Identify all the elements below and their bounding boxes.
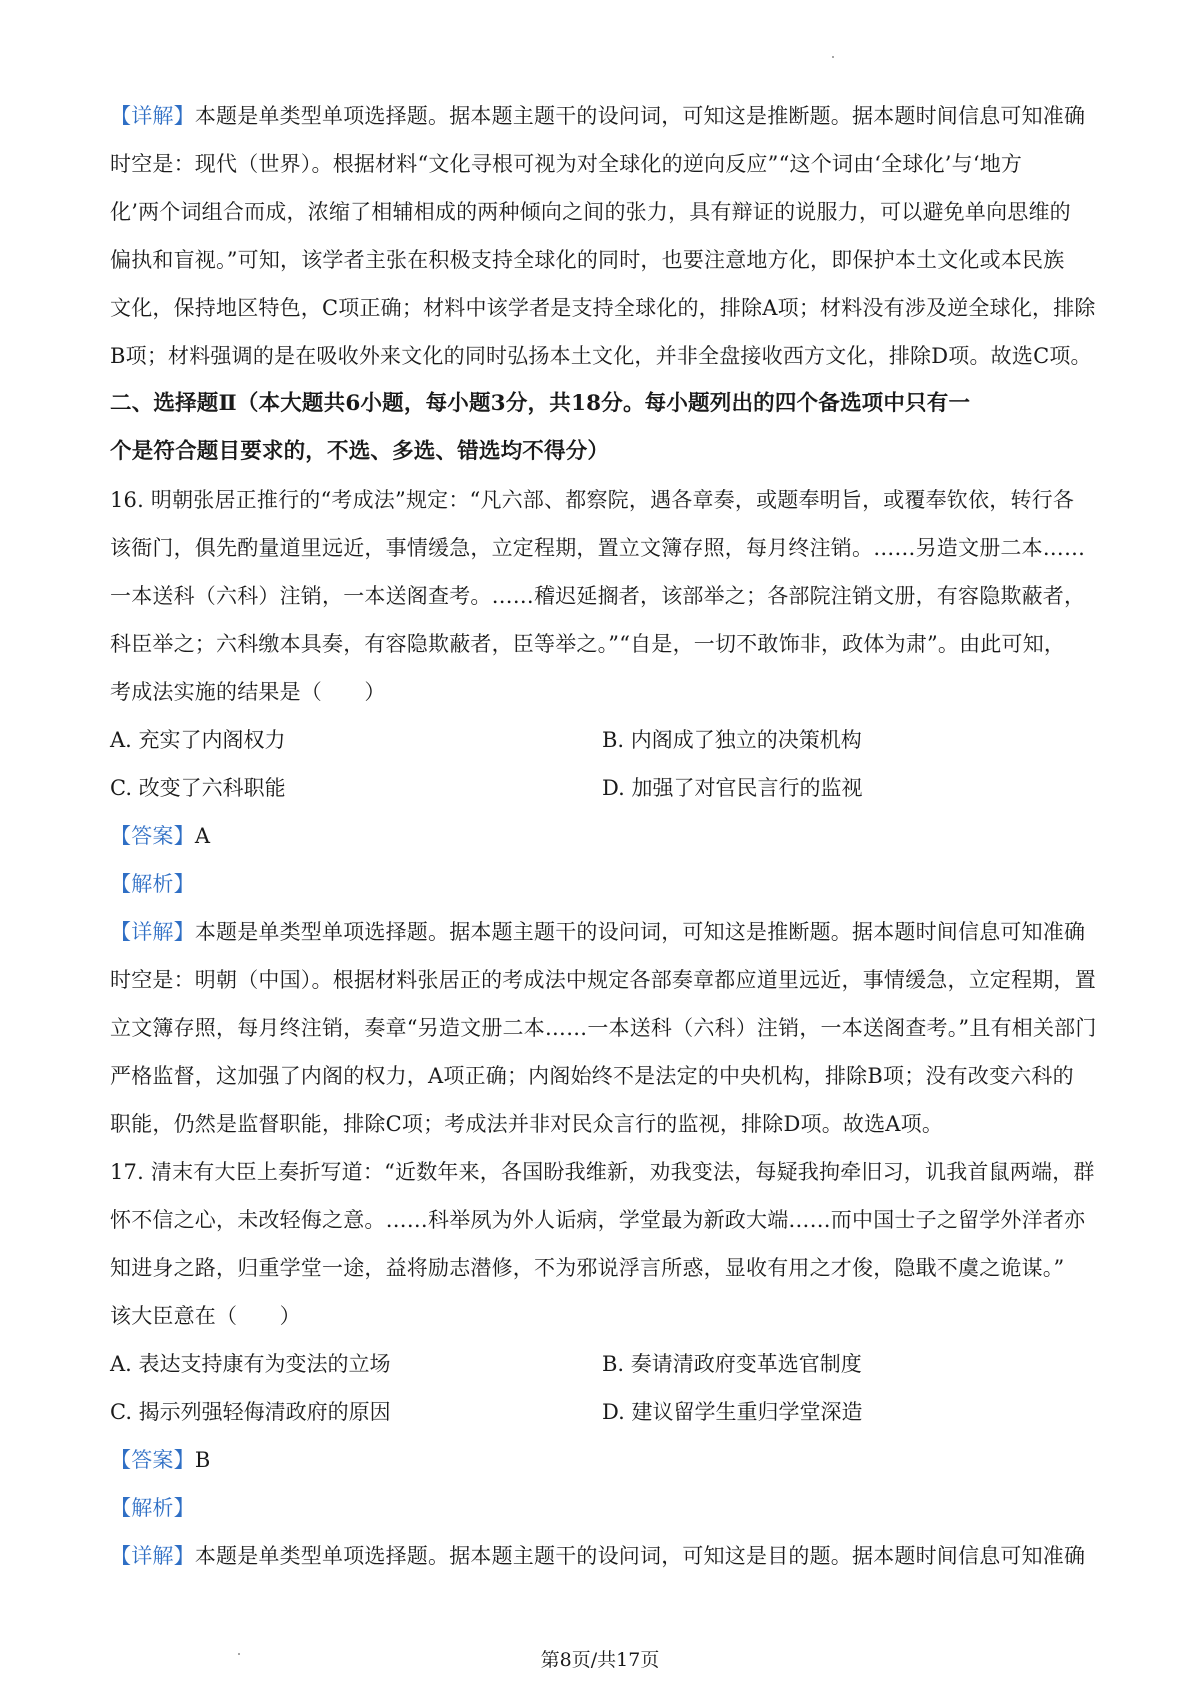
section-heading-line: 二、选择题Ⅱ（本大题共6小题，每小题3分，共18分。每小题列出的四个备选项中只有一: [110, 391, 971, 416]
detail-tag: 【详解】: [110, 104, 195, 128]
option-row: [110, 1388, 1095, 1436]
detail-tag: 【详解】: [110, 1544, 195, 1568]
analysis-tag: 【解析】: [110, 1496, 195, 1520]
q15-detail-line: 时空是：现代（世界）。根据材料“文化寻根可视为对全球化的逆向反应”“这个词由‘全球化’与‘地方: [110, 152, 1023, 176]
q15-detail-line: B项；材料强调的是在吸收外来文化的同时弘扬本土文化，并非全盘接收西方文化，排除D项。故选C项。: [110, 344, 1092, 368]
detail-line: 职能，仍然是监督职能，排除C项；考成法并非对民众言行的监视，排除D项。故选A项。: [110, 1112, 944, 1136]
detail-line: 【详解】本题是单类型单项选择题。据本题主题干的设问词，可知这是推断题。据本题时间信息可知准确: [110, 920, 1086, 944]
analysis-line: [110, 1484, 1095, 1532]
option-d: D. 加强了对官民言行的监视: [602, 776, 863, 800]
q15-detail-line: 化’两个词组合而成，浓缩了相辅相成的两种倾向之间的张力，具有辩证的说服力，可以避免单向思维的: [110, 200, 1071, 224]
question-stem-line: 一本送科（六科）注销，一本送阁查考。……稽迟延搁者，该部举之；各部院注销文册，有容隐欺蔽者，: [110, 584, 1086, 608]
question-stem-line: 怀不信之心，未改轻侮之意。……科举夙为外人诟病，学堂最为新政大端……而中国士子之留学外洋者亦: [110, 1208, 1086, 1232]
page-number-footer: 第8页/共17页: [540, 1649, 660, 1671]
page-content: [110, 92, 1095, 1580]
answer-value: B: [194, 1448, 211, 1472]
question-17: [110, 1148, 1095, 1580]
option-c: C. 揭示列强轻侮清政府的原因: [110, 1400, 391, 1424]
detail-tag: 【详解】: [110, 920, 195, 944]
answer-value: A: [194, 824, 211, 848]
question-stem-line: 科臣举之；六科缴本具奏，有容隐欺蔽者，臣等举之。”“自是，一切不敢饰非，政体为肃”。由此可知，: [110, 632, 1066, 656]
detail-line: 【详解】本题是单类型单项选择题。据本题主题干的设问词，可知这是目的题。据本题时间信息可知准确: [110, 1544, 1086, 1568]
option-row: [110, 716, 1095, 764]
q15-detail-line: 偏执和盲视。”可知，该学者主张在积极支持全球化的同时，也要注意地方化，即保护本土文化或本民族: [110, 248, 1065, 272]
detail-line: 立文簿存照，每月终注销，奏章“另造文册二本……一本送科（六科）注销，一本送阁查考。”且有相关部门: [110, 1016, 1097, 1040]
option-row: [110, 1340, 1095, 1388]
answer-tag: 【答案】: [110, 1448, 195, 1472]
q15-detail-line: 文化，保持地区特色，C项正确；材料中该学者是支持全球化的，排除A项；材料没有涉及逆全球化，排除: [110, 296, 1096, 320]
section-heading: [110, 380, 1095, 476]
section-heading-line: 个是符合题目要求的，不选、多选、错选均不得分）: [110, 439, 610, 464]
q15-detail: [110, 92, 1095, 380]
option-b: B. 内阁成了独立的决策机构: [602, 728, 862, 752]
question-16: [110, 476, 1095, 1148]
speck-mark: [832, 56, 834, 58]
option-a: A. 充实了内阁权力: [110, 728, 286, 752]
question-stem-line: 该大臣意在（ ）: [110, 1304, 301, 1328]
answer-line: [110, 812, 1095, 860]
answer-tag: 【答案】: [110, 824, 195, 848]
question-stem-line: 该衙门，俱先酌量道里远近，事情缓急，立定程期，置立文簿存照，每月终注销。……另造文册二本……: [110, 536, 1086, 560]
analysis-line: [110, 860, 1095, 908]
question-stem-line: 知进身之路，归重学堂一途，益将励志潜修，不为邪说浮言所惑，显收有用之才俊，隐戢不虞之诡谋。”: [110, 1256, 1065, 1280]
option-b: B. 奏请清政府变革选官制度: [602, 1352, 862, 1376]
detail-line: 严格监督，这加强了内阁的权力，A项正确；内阁始终不是法定的中央机构，排除B项；没有改变六科的: [110, 1064, 1074, 1088]
answer-line: [110, 1436, 1095, 1484]
analysis-tag: 【解析】: [110, 872, 195, 896]
question-stem-line: 考成法实施的结果是（ ）: [110, 680, 386, 704]
option-row: [110, 764, 1095, 812]
question-stem-line: 17. 清末有大臣上奏折写道：“近数年来，各国盼我维新，劝我变法，每疑我拘牵旧习，讥我首鼠两端，群: [110, 1160, 1095, 1184]
q15-detail-line: 【详解】本题是单类型单项选择题。据本题主题干的设问词，可知这是推断题。据本题时间信息可知准确: [110, 104, 1086, 128]
option-c: C. 改变了六科职能: [110, 776, 286, 800]
option-a: A. 表达支持康有为变法的立场: [110, 1352, 391, 1376]
option-d: D. 建议留学生重归学堂深造: [602, 1400, 863, 1424]
question-stem-line: 16. 明朝张居正推行的“考成法”规定：“凡六部、都察院，遇各章奏，或题奉明旨，或覆奉钦依，转行各: [110, 488, 1075, 512]
detail-line: 时空是：明朝（中国）。根据材料张居正的考成法中规定各部奏章都应道里远近，事情缓急，立定程期，置: [110, 968, 1096, 992]
